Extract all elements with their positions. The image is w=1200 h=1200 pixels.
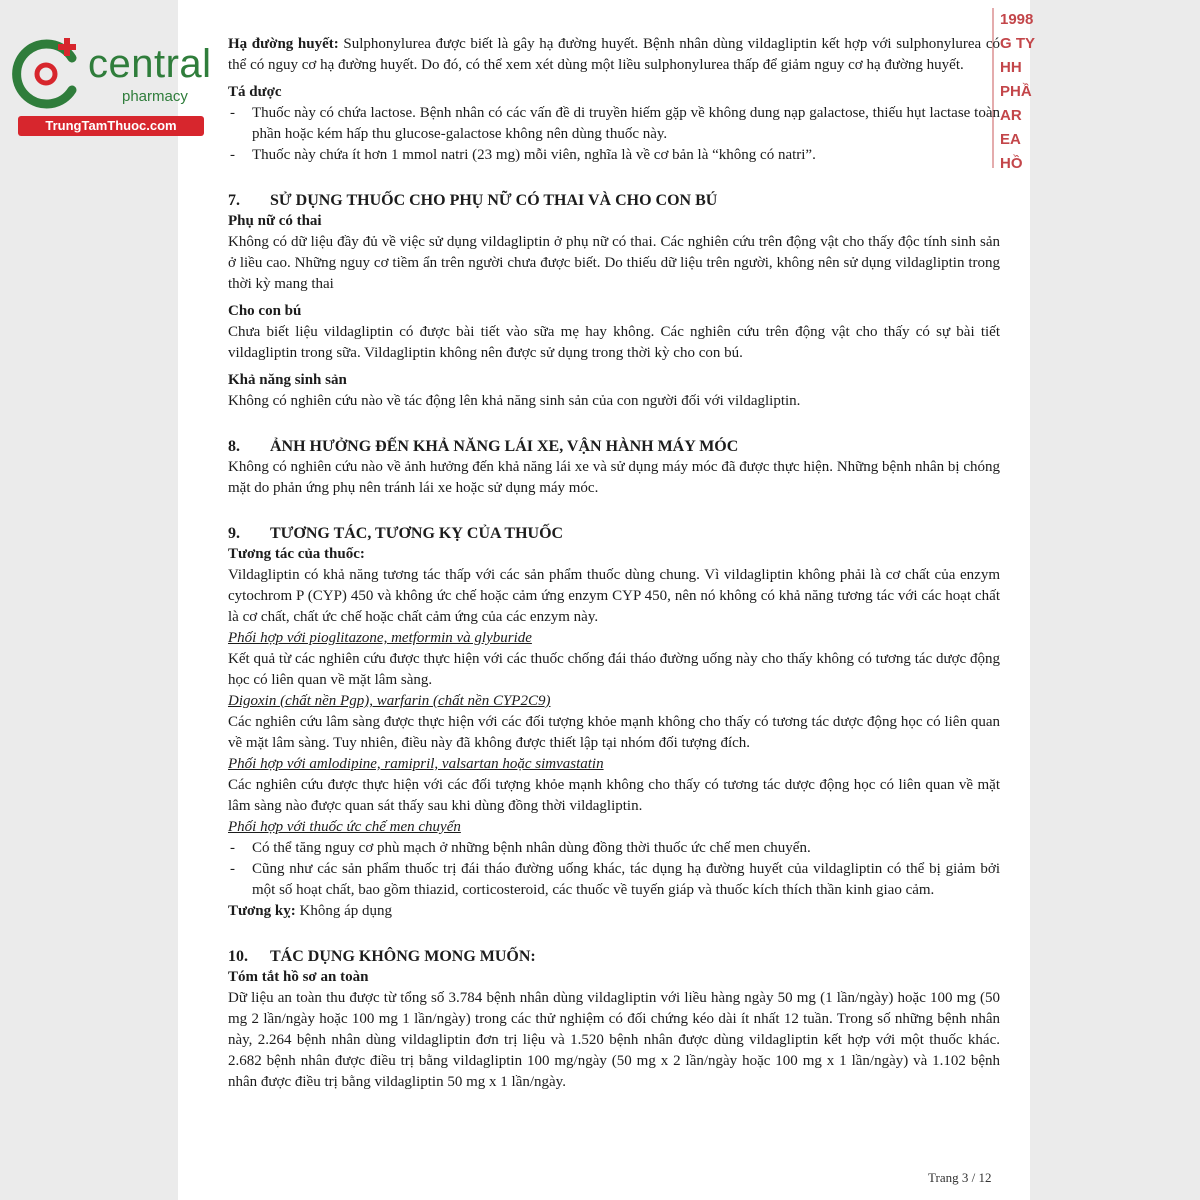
section-number: 10. (228, 948, 248, 965)
lactation-text: Chưa biết liệu vildagliptin có được bài tiết vào sữa mẹ hay không. Các nghiên cứu trên động vật cho thấy có sự bài tiết vildagliptin trong sữa. Vildagliptin không nên được sử dụng trong thời kỳ cho con bú. (228, 324, 1000, 361)
incompatibility-text: Không áp dụng (295, 903, 392, 919)
section-7-title (228, 190, 1000, 211)
list-item: - Thuốc này chứa ít hơn 1 mmol natri (23 mg) mỗi viên, nghĩa là về cơ bản là “không có natri”. (228, 145, 1000, 166)
list-item: - Thuốc này có chứa lactose. Bệnh nhân có các vấn đề di truyền hiếm gặp về không dung nạp galactose, thiếu hụt lactase toàn phần hoặc kém hấp thu glucose-galactose không nên dùng thuốc này. (228, 103, 1000, 145)
pregnancy-heading: Phụ nữ có thai (228, 213, 322, 229)
fertility-heading: Khả năng sinh sản (228, 372, 347, 388)
hypoglycemia-label: Hạ đường huyết: (228, 36, 339, 52)
pioglitazone-text: Kết quả từ các nghiên cứu được thực hiện với các thuốc chống đái tháo đường uống này cho thấy không có tương tác dược động học có liên quan về mặt lâm sàng. (228, 651, 1000, 688)
brand-subtitle: pharmacy (122, 88, 188, 105)
interactions-text: Vildagliptin có khả năng tương tác thấp với các sản phẩm thuốc dùng chung. Vì vildagliptin không phải là cơ chất của enzym cytochrom P (CYP) 450 và không ức chế hoặc cảm ứng enzym CYP 450, nên nó không có khả năng tương tác với các hoạt chất là cơ chất, chất ức chế hoặc chất cảm ứng của các enzym này. (228, 567, 1000, 625)
incompatibility-label: Tương kỵ: (228, 903, 296, 919)
pregnancy-text: Không có dữ liệu đầy đủ về việc sử dụng vildagliptin ở phụ nữ có thai. Các nghiên cứu trên động vật cho thấy độc tính sinh sản ở liều cao. Những nguy cơ tiềm ẩn trên người chưa được biết. Do thiếu dữ liệu trên người, không nên sử dụng vildagliptin trong thời kỳ mang thai (228, 234, 1000, 292)
fertility-text: Không có nghiên cứu nào về tác động lên khả năng sinh sản của con người đối với vildagliptin. (228, 393, 801, 409)
lactation-heading: Cho con bú (228, 303, 302, 319)
ace-inhibitor-list (228, 838, 1000, 901)
digoxin-text: Các nghiên cứu lâm sàng được thực hiện với các đối tượng khỏe mạnh không cho thấy có tương tác dược động học có liên quan về mặt lâm sàng. Tuy nhiên, điều này đã không được thiết lập tại nhóm đối tượng đích. (228, 714, 1000, 751)
brand-website: TrungTamThuoc.com (18, 116, 204, 136)
section-title-text: ẢNH HƯỞNG ĐẾN KHẢ NĂNG LÁI XE, VẬN HÀNH MÁY MÓC (270, 438, 739, 455)
section-9-title (228, 523, 1000, 544)
brand-name: central (88, 42, 212, 86)
amlodipine-text: Các nghiên cứu được thực hiện với các đối tượng khỏe mạnh không cho thấy có tương tác dược động học có liên quan về mặt lâm sàng nào được quan sát thấy sau khi dùng đồng thời vildagliptin. (228, 777, 1000, 814)
incompatibility-paragraph (228, 901, 1000, 922)
excipients-heading: Tá dược (228, 84, 282, 100)
subheading-amlodipine: Phối hợp với amlodipine, ramipril, valsartan hoặc simvastatin (228, 756, 604, 772)
subheading-pioglitazone: Phối hợp với pioglitazone, metformin và glyburide (228, 630, 532, 646)
driving-text: Không có nghiên cứu nào về ảnh hưởng đến khả năng lái xe và sử dụng máy móc đã được thực hiện. Những bệnh nhân bị chóng mặt do phản ứng phụ nên tránh lái xe hoặc sử dụng máy móc. (228, 459, 1000, 496)
central-pharmacy-logo-icon (10, 36, 90, 112)
section-title-text: SỬ DỤNG THUỐC CHO PHỤ NỮ CÓ THAI VÀ CHO CON BÚ (270, 192, 718, 209)
subheading-ace-inhibitor: Phối hợp với thuốc ức chế men chuyển (228, 819, 461, 835)
stamp-line: G TY (1000, 35, 1036, 52)
hypoglycemia-paragraph (228, 34, 1000, 76)
subheading-digoxin: Digoxin (chất nền Pgp), warfarin (chất nền CYP2C9) (228, 693, 551, 709)
section-10-title (228, 946, 1000, 967)
section-title-text: TÁC DỤNG KHÔNG MONG MUỐN: (270, 948, 536, 965)
page-number: Trang 3 / 12 (928, 1170, 992, 1185)
list-item: - Cũng như các sản phẩm thuốc trị đái tháo đường uống khác, tác dụng hạ đường huyết của vildagliptin có thể bị giảm bởi một số hoạt chất, bao gồm thiazid, corticosteroid, các thuốc về tuyến giáp và thuốc kích thích thần kinh giao cảm. (228, 859, 1000, 901)
stamp-line: HỒ (1000, 155, 1023, 168)
safety-summary-heading: Tóm tắt hồ sơ an toàn (228, 969, 369, 985)
section-number: 7. (228, 192, 240, 209)
safety-summary-text: Dữ liệu an toàn thu được từ tổng số 3.784 bệnh nhân dùng vildagliptin với liều hàng ngày 50 mg (1 lần/ngày) hoặc 100 mg (50 mg 2 lần/ngày hoặc 100 mg 1 lần/ngày) trong các thử nghiệm có đối chứng kéo dài ít nhất 12 tuần. Trong số những bệnh nhân này, 2.264 bệnh nhân dùng vildagliptin đơn trị liệu và 1.520 bệnh nhân được dùng vildagliptin kết hợp với một thuốc khác. 2.682 bệnh nhân được điều trị bằng vildagliptin 100 mg/ngày (50 mg x 2 lần/ngày hoặc 100 mg x 1 lần/ngày) và 1.102 bệnh nhân được điều trị bằng vildagliptin 50 mg x 1 lần/ngày. (228, 990, 1000, 1090)
interactions-heading: Tương tác của thuốc: (228, 546, 365, 562)
excipients-list (228, 103, 1000, 166)
stamp-line: PHẦ (1000, 83, 1032, 100)
stamp-line: HH (1000, 59, 1022, 76)
hypoglycemia-text: Sulphonylurea được biết là gây hạ đường huyết. Bệnh nhân dùng vildagliptin kết hợp với sulphonylurea có thể có nguy cơ hạ đường huyết. Do đó, có thể xem xét dùng một liều sulphonylurea thấp để giảm nguy cơ hạ đường huyết. (228, 36, 1000, 73)
section-number: 8. (228, 438, 240, 455)
brand-logo (10, 36, 220, 136)
stamp-line: 1998 (1000, 11, 1034, 28)
stamp-line: AR EA (1000, 107, 1022, 148)
section-number: 9. (228, 525, 240, 542)
document-body (228, 34, 1000, 1093)
list-item: - Có thể tăng nguy cơ phù mạch ở những bệnh nhân dùng đồng thời thuốc ức chế men chuyển. (228, 838, 1000, 859)
section-title-text: TƯƠNG TÁC, TƯƠNG KỴ CỦA THUỐC (270, 525, 564, 542)
section-8-title (228, 436, 1000, 457)
